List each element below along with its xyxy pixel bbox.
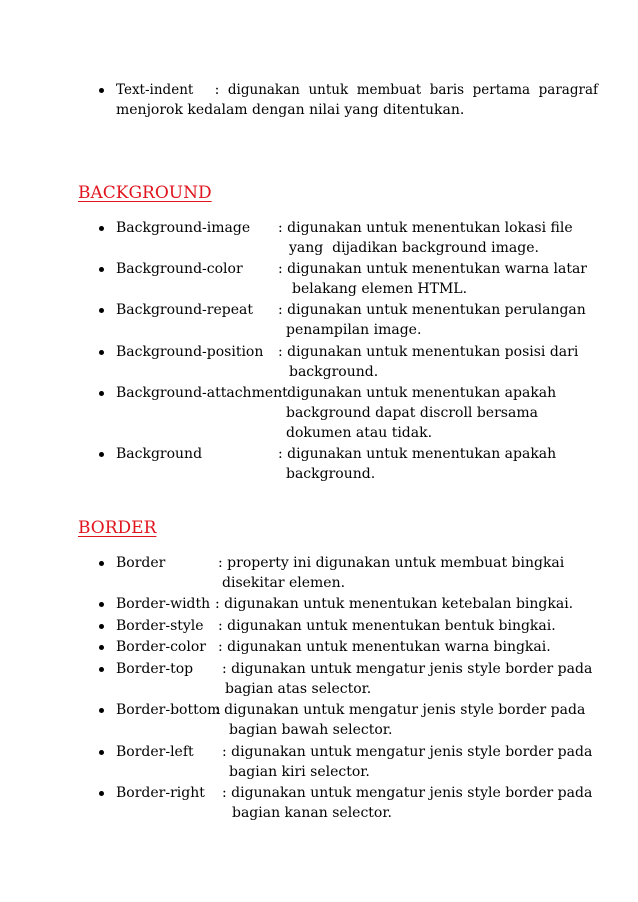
bullet-icon bbox=[99, 308, 104, 313]
background-repeat-desc-1: : digunakan untuk menentukan perulangan bbox=[278, 302, 586, 318]
border-right-desc-2: bagian kanan selector. bbox=[232, 805, 392, 821]
border-desc-1: : property ini digunakan untuk membuat bingkai bbox=[218, 555, 565, 571]
background-attachment-desc-3: dokumen atau tidak. bbox=[286, 425, 433, 441]
bullet-icon bbox=[99, 645, 104, 650]
border-bottom-term: Border-bottom bbox=[116, 702, 221, 718]
background-image-desc-2: yang dijadikan background image. bbox=[289, 240, 539, 256]
bullet-icon bbox=[99, 602, 104, 607]
bullet-icon bbox=[99, 750, 104, 755]
background-attachment-desc-1: : digunakan untuk menentukan apakah bbox=[278, 385, 557, 401]
bullet-icon bbox=[99, 791, 104, 796]
background-repeat-term: Background-repeat bbox=[116, 302, 253, 318]
border-bottom-desc-2: bagian bawah selector. bbox=[229, 722, 393, 738]
border-top-term: Border-top bbox=[116, 661, 194, 677]
text-indent-line-2: menjorok kedalam dengan nilai yang ditentukan. bbox=[116, 102, 465, 118]
border-left-term: Border-left bbox=[116, 744, 194, 760]
border-heading: BORDER bbox=[78, 518, 157, 538]
border-right-term: Border-right bbox=[116, 785, 205, 801]
background-heading: BACKGROUND bbox=[78, 183, 212, 203]
text-indent-line-1: Text-indent : digunakan untuk membuat baris pertama paragraf bbox=[116, 82, 598, 98]
border-top-desc-1: : digunakan untuk mengatur jenis style border pada bbox=[222, 661, 593, 677]
border-width-desc-1: : digunakan untuk menentukan ketebalan bingkai. bbox=[215, 596, 574, 612]
bullet-icon bbox=[99, 561, 104, 566]
border-style-term: Border-style bbox=[116, 618, 204, 634]
border-top-desc-2: bagian atas selector. bbox=[225, 681, 372, 697]
background-position-term: Background-position bbox=[116, 344, 264, 360]
border-bottom-desc-1: : digunakan untuk mengatur jenis style border pada bbox=[215, 702, 586, 718]
bullet-icon bbox=[99, 350, 104, 355]
background-repeat-desc-2: penampilan image. bbox=[286, 322, 422, 338]
background-color-desc-1: : digunakan untuk menentukan warna latar bbox=[278, 261, 587, 277]
border-left-desc-2: bagian kiri selector. bbox=[229, 764, 370, 780]
bullet-icon bbox=[99, 624, 104, 629]
border-color-desc-1: : digunakan untuk menentukan warna bingkai. bbox=[218, 639, 551, 655]
bullet-icon bbox=[99, 267, 104, 272]
background-desc-2: background. bbox=[286, 466, 376, 482]
border-term: Border bbox=[116, 555, 166, 571]
background-position-desc-2: background. bbox=[289, 364, 379, 380]
border-width-term: Border-width bbox=[116, 596, 211, 612]
background-color-desc-2: belakang elemen HTML. bbox=[292, 281, 468, 297]
background-image-term: Background-image bbox=[116, 220, 251, 236]
border-desc-2: disekitar elemen. bbox=[222, 575, 346, 591]
border-right-desc-1: : digunakan untuk mengatur jenis style border pada bbox=[222, 785, 593, 801]
background-color-term: Background-color bbox=[116, 261, 243, 277]
background-position-desc-1: : digunakan untuk menentukan posisi dari bbox=[278, 344, 579, 360]
background-desc-1: : digunakan untuk menentukan apakah bbox=[278, 446, 557, 462]
background-attachment-term: Background-attachment bbox=[116, 385, 288, 401]
background-term: Background bbox=[116, 446, 203, 462]
bullet-icon bbox=[99, 88, 104, 93]
bullet-icon bbox=[99, 667, 104, 672]
background-attachment-desc-2: background dapat discroll bersama bbox=[286, 405, 538, 421]
border-left-desc-1: : digunakan untuk mengatur jenis style border pada bbox=[222, 744, 593, 760]
bullet-icon bbox=[99, 708, 104, 713]
bullet-icon bbox=[99, 391, 104, 396]
bullet-icon bbox=[99, 452, 104, 457]
border-style-desc-1: : digunakan untuk menentukan bentuk bingkai. bbox=[218, 618, 556, 634]
border-color-term: Border-color bbox=[116, 639, 206, 655]
bullet-icon bbox=[99, 226, 104, 231]
background-image-desc-1: : digunakan untuk menentukan lokasi file bbox=[278, 220, 573, 236]
